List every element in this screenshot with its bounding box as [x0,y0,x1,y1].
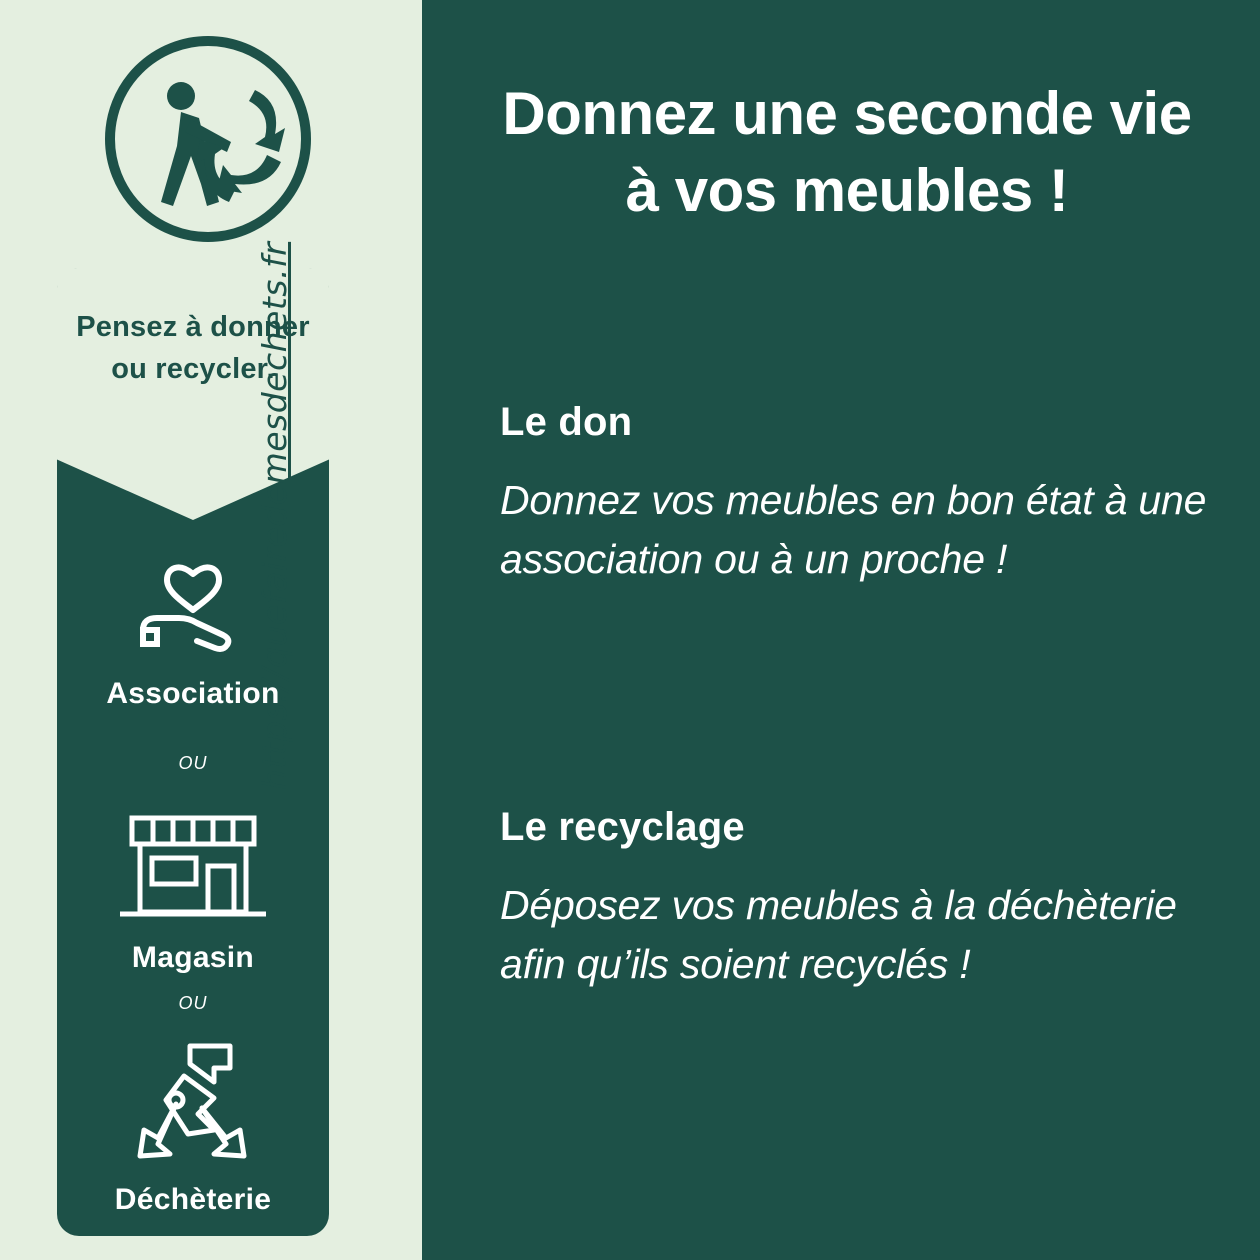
website-url-link[interactable]: https://quefairedemesdechets.fr [255,241,294,790]
section-le-recyclage [500,805,1210,995]
section-title-le-recyclage: Le recyclage [500,805,745,849]
headline-line-1: Donnez une seconde vie [502,80,1192,147]
section-le-don [500,400,1210,590]
step-label-association: Association [106,677,280,710]
section-title-le-don: Le don [500,400,633,444]
step-dechèterie [57,1038,329,1217]
waste-sorting-icon [57,1038,329,1173]
banner-text: Pensez à donner ou recycler. [76,311,310,386]
section-body-le-recyclage: Déposez vos meubles à la déchèterie afin qu’ils soient recyclés ! [500,882,1177,988]
shop-storefront-icon [57,808,329,931]
step-label-dechèterie: Déchèterie [114,1183,272,1216]
step-magasin [57,808,329,975]
headline-line-2: à vos meubles ! [625,156,1069,224]
section-body-le-don: Donnez vos meubles en bon état à une association ou à un proche ! [500,477,1207,583]
step-label-magasin: Magasin [131,941,255,974]
page-title [452,76,1242,230]
separator-ou-1: OU [178,753,208,773]
separator-ou-2: OU [178,993,208,1013]
